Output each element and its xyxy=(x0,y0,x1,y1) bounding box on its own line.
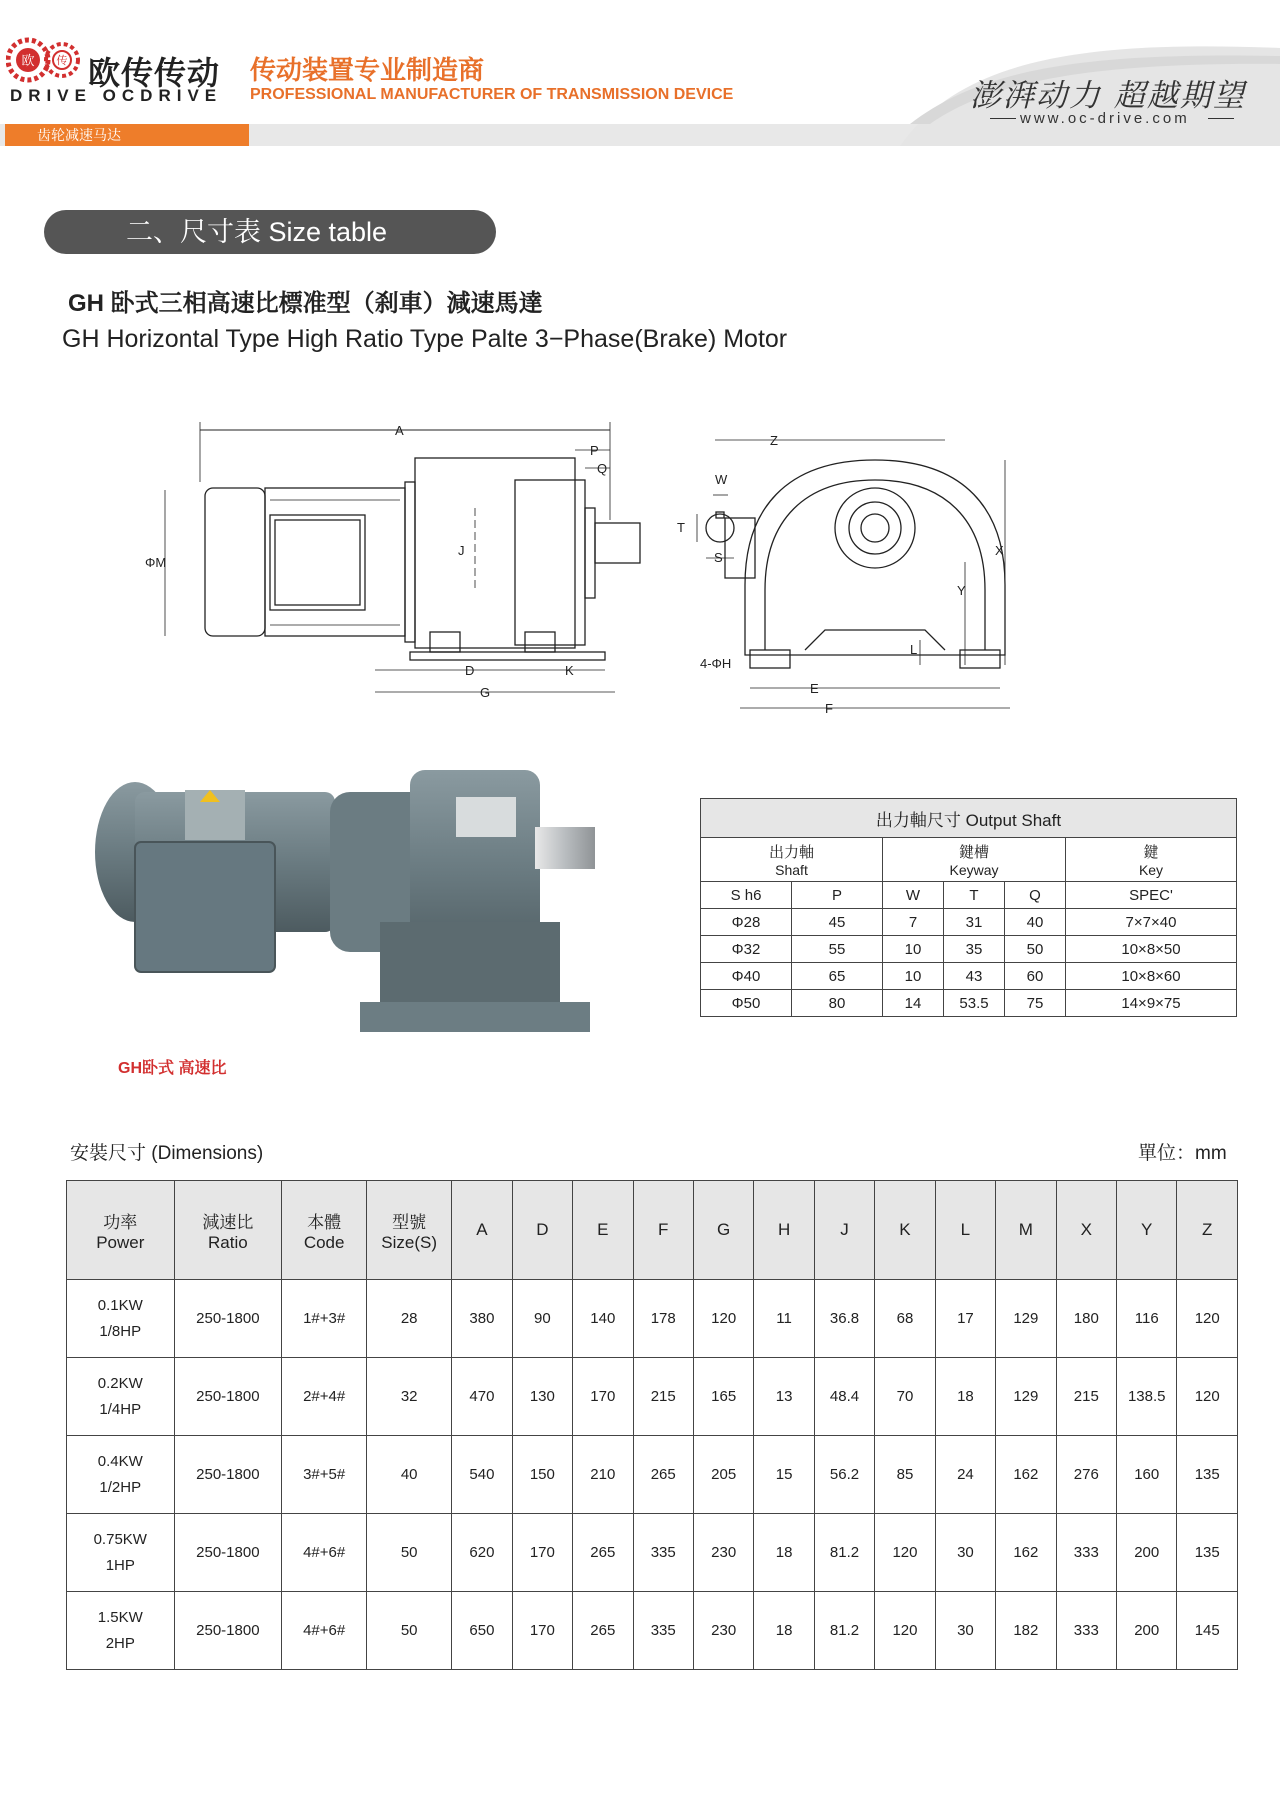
dim-col-header: 減速比 Ratio xyxy=(174,1181,282,1280)
cell: Φ50 xyxy=(701,990,792,1017)
cell: 170 xyxy=(512,1592,572,1670)
cell: 333 xyxy=(1056,1514,1116,1592)
table-row xyxy=(67,1514,1238,1592)
dim-col-header: K xyxy=(875,1181,935,1280)
dim-col-header: 功率 Power xyxy=(67,1181,175,1280)
cell: 230 xyxy=(693,1592,753,1670)
power-cell: 0.4KW 1/2HP xyxy=(67,1436,175,1514)
cell: 205 xyxy=(693,1436,753,1514)
cell: 36.8 xyxy=(814,1280,874,1358)
label-F: F xyxy=(825,701,833,716)
cell: 135 xyxy=(1177,1436,1238,1514)
cell: 50 xyxy=(367,1592,452,1670)
cell: 250-1800 xyxy=(174,1358,282,1436)
front-view-drawing xyxy=(715,440,1010,708)
cell: 380 xyxy=(452,1280,512,1358)
cell: 138.5 xyxy=(1117,1358,1177,1436)
table-row xyxy=(67,1280,1238,1358)
cell: 81.2 xyxy=(814,1592,874,1670)
logo-badge-left: 欧 xyxy=(21,54,35,69)
cell: 140 xyxy=(573,1280,633,1358)
cell: 10×8×50 xyxy=(1066,936,1237,963)
label-E: E xyxy=(810,681,819,696)
dim-col-header: J xyxy=(814,1181,874,1280)
cell: 160 xyxy=(1117,1436,1177,1514)
col-header: W xyxy=(883,882,944,909)
cell: 81.2 xyxy=(814,1514,874,1592)
cell: 250-1800 xyxy=(174,1280,282,1358)
cell: 250-1800 xyxy=(174,1592,282,1670)
cell: 40 xyxy=(367,1436,452,1514)
website[interactable]: www.oc-drive.com xyxy=(1020,110,1190,127)
dim-col-header: Y xyxy=(1117,1181,1177,1280)
col-header: SPEC' xyxy=(1066,882,1237,909)
cell: Φ28 xyxy=(701,909,792,936)
cell: 55 xyxy=(792,936,883,963)
cell: 170 xyxy=(512,1514,572,1592)
cell: 215 xyxy=(633,1358,693,1436)
cell: 30 xyxy=(935,1592,995,1670)
table-row xyxy=(701,963,1237,990)
photo-caption: GH卧式 高速比 xyxy=(118,1060,227,1077)
group-header-key: 鍵 Key xyxy=(1066,838,1237,882)
cell: 10×8×60 xyxy=(1066,963,1237,990)
cell: 215 xyxy=(1056,1358,1116,1436)
cell: 540 xyxy=(452,1436,512,1514)
cell: 7×7×40 xyxy=(1066,909,1237,936)
label-J: J xyxy=(458,543,465,558)
power-cell: 0.75KW 1HP xyxy=(67,1514,175,1592)
cell: 333 xyxy=(1056,1592,1116,1670)
table-row xyxy=(701,936,1237,963)
cell: 56.2 xyxy=(814,1436,874,1514)
power-cell: 0.2KW 1/4HP xyxy=(67,1358,175,1436)
label-X: X xyxy=(995,543,1004,558)
cell: 150 xyxy=(512,1436,572,1514)
power-cell: 1.5KW 2HP xyxy=(67,1592,175,1670)
cell: 620 xyxy=(452,1514,512,1592)
cell: 265 xyxy=(573,1514,633,1592)
cell: 10 xyxy=(883,936,944,963)
brand-name-en: DRIVE OCDRIVE xyxy=(10,86,223,105)
cell: 335 xyxy=(633,1514,693,1592)
cell: 90 xyxy=(512,1280,572,1358)
label-W: W xyxy=(715,472,728,487)
section-heading: 二、尺寸表 Size table xyxy=(44,210,496,254)
cell: 80 xyxy=(792,990,883,1017)
cell: 2#+4# xyxy=(282,1358,367,1436)
cell: 250-1800 xyxy=(174,1514,282,1592)
label-S: S xyxy=(714,550,723,565)
cell: 30 xyxy=(935,1514,995,1592)
dim-col-header: X xyxy=(1056,1181,1116,1280)
table-row xyxy=(701,909,1237,936)
label-G: G xyxy=(480,685,491,700)
keyway-detail-drawing xyxy=(697,495,734,558)
cell: 60 xyxy=(1005,963,1066,990)
cell: 18 xyxy=(754,1514,814,1592)
cell: 182 xyxy=(996,1592,1056,1670)
power-cell: 0.1KW 1/8HP xyxy=(67,1280,175,1358)
cell: 68 xyxy=(875,1280,935,1358)
cell: 210 xyxy=(573,1436,633,1514)
cell: 165 xyxy=(693,1358,753,1436)
cell: Φ40 xyxy=(701,963,792,990)
dim-col-header: A xyxy=(452,1181,512,1280)
cell: 18 xyxy=(935,1358,995,1436)
cell: Φ32 xyxy=(701,936,792,963)
tagline-en: PROFESSIONAL MANUFACTURER OF TRANSMISSION DEVICE xyxy=(250,86,734,103)
cell: 11 xyxy=(754,1280,814,1358)
dim-col-header: G xyxy=(693,1181,753,1280)
cell: 230 xyxy=(693,1514,753,1592)
cell: 17 xyxy=(935,1280,995,1358)
cell: 170 xyxy=(573,1358,633,1436)
dim-col-header: Z xyxy=(1177,1181,1238,1280)
label-Y: Y xyxy=(957,583,966,598)
col-header: S h6 xyxy=(701,882,792,909)
dimensions-label: 安裝尺寸 (Dimensions) xyxy=(70,1143,264,1164)
slogan: 澎湃动力 超越期望 xyxy=(970,78,1246,114)
label-P: P xyxy=(590,443,599,458)
cell: 4#+6# xyxy=(282,1592,367,1670)
cell: 70 xyxy=(875,1358,935,1436)
label-D: D xyxy=(465,663,475,678)
dim-col-header: 本體 Code xyxy=(282,1181,367,1280)
logo-badge-right: 传 xyxy=(56,54,68,67)
table-row xyxy=(67,1436,1238,1514)
category-tag: 齿轮减速马达 xyxy=(5,124,249,146)
cell: 28 xyxy=(367,1280,452,1358)
cell: 129 xyxy=(996,1280,1056,1358)
cell: 53.5 xyxy=(944,990,1005,1017)
cell: 200 xyxy=(1117,1514,1177,1592)
label-M: ΦM xyxy=(145,555,167,570)
cell: 7 xyxy=(883,909,944,936)
cell: 43 xyxy=(944,963,1005,990)
cell: 75 xyxy=(1005,990,1066,1017)
cell: 4#+6# xyxy=(282,1514,367,1592)
label-H: 4-ΦH xyxy=(700,656,732,671)
cell: 14 xyxy=(883,990,944,1017)
cell: 120 xyxy=(875,1592,935,1670)
label-A: A xyxy=(395,423,404,438)
cell: 276 xyxy=(1056,1436,1116,1514)
label-T: T xyxy=(677,520,685,535)
cell: 129 xyxy=(996,1358,1056,1436)
cell: 65 xyxy=(792,963,883,990)
group-header-shaft: 出力軸 Shaft xyxy=(701,838,883,882)
dim-col-header: 型號 Size(S) xyxy=(367,1181,452,1280)
unit-label: 單位：mm xyxy=(1138,1143,1227,1164)
table-row xyxy=(67,1358,1238,1436)
label-L: L xyxy=(910,642,918,657)
cell: 13 xyxy=(754,1358,814,1436)
website-rule-right xyxy=(1208,118,1234,119)
cell: 10 xyxy=(883,963,944,990)
dim-col-header: D xyxy=(512,1181,572,1280)
cell: 35 xyxy=(944,936,1005,963)
label-Z: Z xyxy=(770,433,778,448)
cell: 120 xyxy=(1177,1358,1238,1436)
cell: 24 xyxy=(935,1436,995,1514)
cell: 45 xyxy=(792,909,883,936)
company-logo-icon xyxy=(6,36,86,86)
cell: 180 xyxy=(1056,1280,1116,1358)
cell: 650 xyxy=(452,1592,512,1670)
product-photo xyxy=(80,752,640,1052)
product-title-cn: GH 卧式三相高速比標准型（刹車）減速馬達 xyxy=(68,290,543,317)
cell: 50 xyxy=(367,1514,452,1592)
group-header-keyway: 鍵槽 Keyway xyxy=(883,838,1066,882)
cell: 32 xyxy=(367,1358,452,1436)
cell: 250-1800 xyxy=(174,1436,282,1514)
cell: 162 xyxy=(996,1514,1056,1592)
website-rule-left xyxy=(990,118,1016,119)
brand-name-cn: 欧传传动 xyxy=(88,55,221,91)
cell: 178 xyxy=(633,1280,693,1358)
dim-col-header: E xyxy=(573,1181,633,1280)
label-K: K xyxy=(565,663,574,678)
tagline-cn: 传动装置专业制造商 xyxy=(250,55,485,85)
cell: 120 xyxy=(1177,1280,1238,1358)
cell: 50 xyxy=(1005,936,1066,963)
dim-col-header: H xyxy=(754,1181,814,1280)
cell: 200 xyxy=(1117,1592,1177,1670)
cell: 48.4 xyxy=(814,1358,874,1436)
cell: 120 xyxy=(693,1280,753,1358)
shaft-table-title: 出力軸尺寸 Output Shaft xyxy=(701,799,1237,838)
output-shaft-table xyxy=(700,798,1237,1017)
dimensions-table xyxy=(66,1180,1238,1670)
col-header: P xyxy=(792,882,883,909)
cell: 145 xyxy=(1177,1592,1238,1670)
dim-col-header: L xyxy=(935,1181,995,1280)
table-row xyxy=(701,990,1237,1017)
cell: 85 xyxy=(875,1436,935,1514)
cell: 14×9×75 xyxy=(1066,990,1237,1017)
cell: 135 xyxy=(1177,1514,1238,1592)
col-header: T xyxy=(944,882,1005,909)
cell: 130 xyxy=(512,1358,572,1436)
label-Q: Q xyxy=(597,461,608,476)
cell: 116 xyxy=(1117,1280,1177,1358)
cell: 120 xyxy=(875,1514,935,1592)
dimension-drawing xyxy=(145,400,1155,720)
cell: 15 xyxy=(754,1436,814,1514)
cell: 31 xyxy=(944,909,1005,936)
cell: 335 xyxy=(633,1592,693,1670)
cell: 40 xyxy=(1005,909,1066,936)
cell: 265 xyxy=(573,1592,633,1670)
product-title-en: GH Horizontal Type High Ratio Type Palte 3−Phase(Brake) Motor xyxy=(62,325,788,353)
cell: 3#+5# xyxy=(282,1436,367,1514)
table-row xyxy=(67,1592,1238,1670)
cell: 162 xyxy=(996,1436,1056,1514)
dim-col-header: F xyxy=(633,1181,693,1280)
cell: 470 xyxy=(452,1358,512,1436)
col-header: Q xyxy=(1005,882,1066,909)
cell: 265 xyxy=(633,1436,693,1514)
side-view-drawing xyxy=(165,422,640,692)
cell: 1#+3# xyxy=(282,1280,367,1358)
dim-col-header: M xyxy=(996,1181,1056,1280)
cell: 18 xyxy=(754,1592,814,1670)
